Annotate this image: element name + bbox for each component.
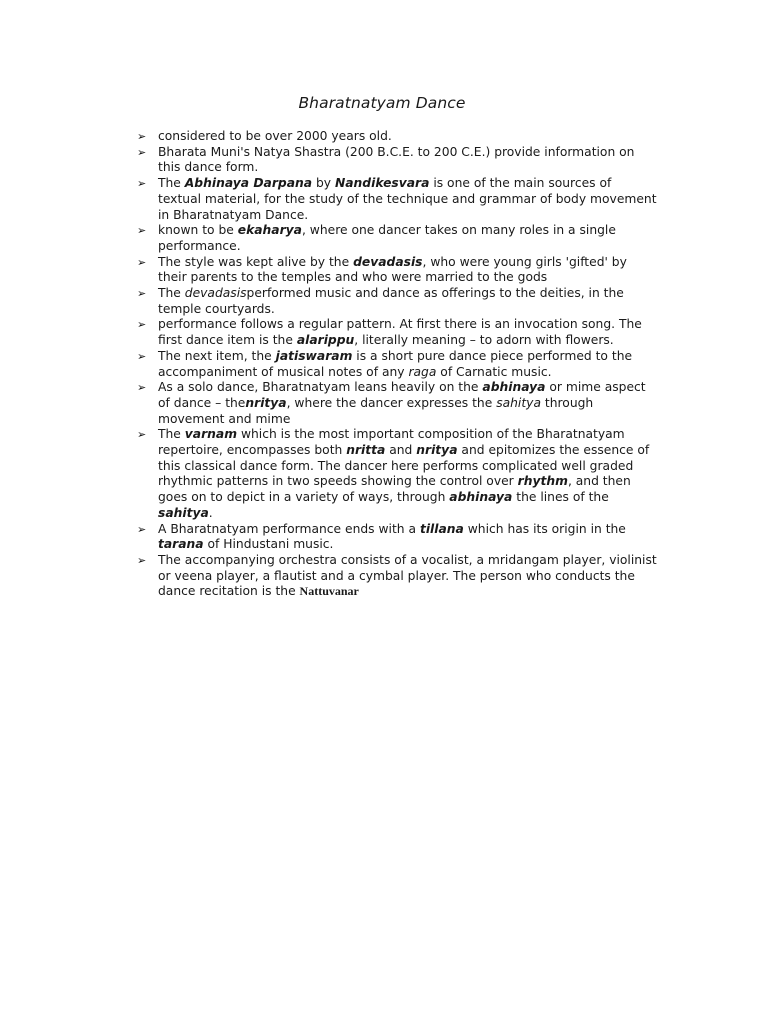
text-run: which is the most important composition of the Bharatnatyam repertoire, encompasses both bbox=[158, 427, 625, 458]
text-run: or mime aspect of dance – the bbox=[158, 380, 646, 410]
emphasized-term: abhinaya bbox=[449, 490, 513, 505]
emphasized-term: ekaharya bbox=[237, 223, 302, 238]
arrow-bullet-icon: ➢ bbox=[137, 318, 147, 332]
list-item bbox=[137, 349, 657, 380]
list-item-text bbox=[158, 255, 627, 285]
text-run: through movement and mime bbox=[158, 395, 594, 426]
emphasized-term: tillana bbox=[419, 521, 464, 536]
emphasized-term: Abhinaya Darpana bbox=[184, 176, 313, 191]
list-item bbox=[137, 286, 657, 317]
text-run: and bbox=[385, 443, 417, 458]
emphasized-term: sahitya bbox=[158, 505, 209, 520]
emphasized-term: nritya bbox=[245, 395, 287, 410]
text-run: The style was kept alive by the bbox=[158, 254, 354, 269]
list-item-text bbox=[158, 427, 649, 520]
text-run: the lines of the bbox=[512, 490, 609, 505]
emphasized-term: jatiswaram bbox=[275, 348, 353, 363]
text-run: known to be bbox=[158, 223, 238, 238]
list-item bbox=[137, 145, 657, 176]
list-item bbox=[137, 176, 657, 223]
bullet-list bbox=[137, 129, 657, 600]
arrow-bullet-icon: ➢ bbox=[137, 145, 147, 159]
list-item-text bbox=[158, 129, 392, 143]
text-run: , where the dancer expresses the bbox=[286, 395, 497, 410]
list-item-text bbox=[158, 176, 657, 221]
emphasized-term: Nandikesvara bbox=[334, 176, 430, 191]
arrow-bullet-icon: ➢ bbox=[137, 349, 147, 363]
list-item-text bbox=[158, 349, 632, 379]
arrow-bullet-icon: ➢ bbox=[137, 130, 147, 143]
text-run: The bbox=[158, 286, 185, 301]
text-run: A Bharatnatyam performance ends with a bbox=[158, 521, 420, 536]
text-run: and epitomizes the essence of this classical dance form. The dancer here performs complicated well graded rhythmic patterns in two speeds showing the control over bbox=[158, 443, 650, 489]
text-run: The next item, the bbox=[158, 348, 276, 363]
document-title: Bharatnatyam Dance bbox=[298, 94, 466, 112]
text-run: , where one dancer takes on many roles in a single performance. bbox=[158, 223, 616, 253]
list-item bbox=[137, 317, 657, 348]
emphasized-term: varnam bbox=[184, 427, 238, 442]
arrow-bullet-icon: ➢ bbox=[137, 553, 147, 567]
list-item bbox=[137, 380, 657, 427]
text-run: is one of the main sources of textual material, for the study of the technique and grammar of body movement in Bharatnatyam Dance. bbox=[158, 176, 657, 222]
arrow-bullet-icon: ➢ bbox=[137, 287, 147, 301]
text-run: of Hindustani music. bbox=[203, 537, 334, 552]
text-run: performance follows a regular pattern. At first there is an invocation song. The first dance item is the bbox=[158, 317, 642, 348]
list-item bbox=[137, 427, 657, 521]
emphasized-term: sahitya bbox=[496, 395, 541, 410]
text-run: As a solo dance, Bharatnatyam leans heavily on the bbox=[158, 380, 483, 395]
arrow-bullet-icon: ➢ bbox=[137, 522, 147, 536]
text-run: . bbox=[208, 505, 213, 520]
list-item-text bbox=[158, 286, 624, 316]
list-item-text bbox=[158, 380, 646, 425]
arrow-bullet-icon: ➢ bbox=[137, 255, 147, 269]
text-run: which has its origin in the bbox=[463, 521, 626, 536]
arrow-bullet-icon: ➢ bbox=[137, 428, 147, 442]
list-item bbox=[137, 129, 657, 145]
list-item bbox=[137, 553, 657, 600]
text-run: The accompanying orchestra consists of a vocalist, a mridangam player, violinist or veena player, a flautist and a cymbal player. The person who conducts the dance recitation is the bbox=[158, 552, 657, 599]
text-run: , and then goes on to depict in a variety of ways, through bbox=[158, 474, 631, 505]
list-item-text bbox=[158, 553, 657, 598]
text-run: The bbox=[158, 427, 185, 442]
text-run: , who were young girls 'gifted' by their parents to the temples and who were married to the gods bbox=[158, 254, 627, 285]
text-run: of Carnatic music. bbox=[436, 364, 552, 379]
list-item-text bbox=[158, 145, 634, 175]
list-item bbox=[137, 255, 657, 286]
list-item-text bbox=[158, 522, 626, 552]
text-run: Bharata Muni's Natya Shastra (200 B.C.E. to 200 C.E.) provide information on this dance form. bbox=[158, 144, 635, 175]
emphasized-term: tarana bbox=[158, 537, 204, 552]
emphasized-term: abhinaya bbox=[482, 380, 546, 395]
emphasized-term: rhythm bbox=[517, 474, 568, 489]
text-run: is a short pure dance piece performed to the accompaniment of musical notes of any bbox=[158, 348, 633, 379]
emphasized-term: raga bbox=[408, 364, 437, 379]
text-run: , literally meaning – to adorn with flowers. bbox=[354, 333, 614, 348]
emphasized-term: devadasis bbox=[353, 254, 423, 269]
text-run: The bbox=[158, 176, 185, 191]
list-item-text bbox=[158, 317, 642, 347]
emphasized-term: nritta bbox=[346, 443, 386, 458]
emphasized-term: nritya bbox=[416, 443, 458, 458]
arrow-bullet-icon: ➢ bbox=[137, 224, 147, 238]
arrow-bullet-icon: ➢ bbox=[137, 177, 147, 191]
text-run: by bbox=[312, 176, 335, 191]
emphasized-term: Nattuvanar bbox=[299, 584, 359, 599]
list-item bbox=[137, 522, 657, 553]
list-item bbox=[137, 223, 657, 254]
text-run: considered to be over 2000 years old. bbox=[158, 129, 392, 143]
emphasized-term: alarippu bbox=[296, 333, 355, 348]
text-run: performed music and dance as offerings to the deities, in the temple courtyards. bbox=[158, 286, 624, 316]
list-item-text bbox=[158, 223, 616, 253]
emphasized-term: devadasis bbox=[184, 286, 247, 301]
arrow-bullet-icon: ➢ bbox=[137, 381, 147, 395]
